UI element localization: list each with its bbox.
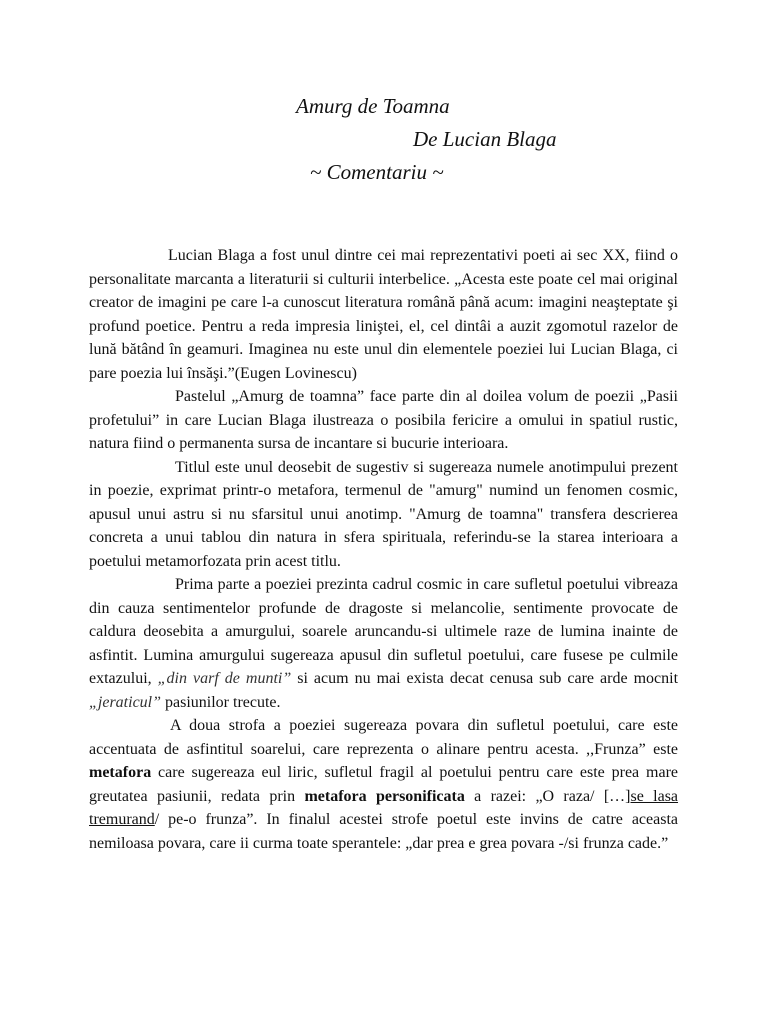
quote-italic: „jeraticul” <box>89 693 162 711</box>
bold-term: metafora personificata <box>304 787 465 805</box>
document-title: Amurg de Toamna <box>296 94 450 118</box>
paragraph-first-part <box>89 573 678 714</box>
body-text <box>89 244 678 855</box>
paragraph-intro: Lucian Blaga a fost unul dintre cei mai reprezentativi poeti ai sec XX, fiind o personalitate marcanta a literaturii si culturii interbelice. „Acesta este poate cel mai original creator de imagini pe care l-a cunoscut literatura română până acum: imagini neaşteptate şi profund poetice. Pentru a reda impresia liniştei, el, cel dintâi a auzit zgomotul razelor de lună bătând în geamuri. Imaginea nu este unul din elementele poeziei lui Lucian Blaga, ci pare poezia lui însăşi.”(Eugen Lovinescu) <box>89 247 678 382</box>
underlined-quote: se lasa tremurand <box>89 787 679 828</box>
text-run: pasiunilor trecute. <box>161 693 281 711</box>
text-run: si acum nu mai exista decat cenusa sub care arde mocnit <box>291 670 679 687</box>
quote-italic: „din varf de munti” <box>157 670 292 687</box>
paragraph-volume: Pastelul „Amurg de toamna” face parte din al doilea volum de poezii „Pasii profetului” in care Lucian Blaga ilustreaza o posibila fericire a omului in spatiul rustic, natura fiind o permanenta sursa de incantare si bucurie interioara. <box>89 388 678 452</box>
text-run: / pe-o frunza”. In finalul acestei strofe poetul este invins de catre aceasta nemiloasa povara, care ii curma toate sperantele: „dar prea e grea povara -/si frunza cade.” <box>89 811 678 852</box>
paragraph-title-analysis: Titlul este unul deosebit de sugestiv si sugereaza numele anotimpului prezent in poezie, exprimat printr-o metafora, termenul de "amurg" numind un fenomen cosmic, apusul unui astru si nu sfarsitul unui anotimp. "Amurg de toamna" transfera descrierea concreta a unui tablou din natura in sfera spirituala, referindu-se la starea interioara a poetului metamorfozata prin acest titlu. <box>89 458 678 570</box>
bold-term: metafora <box>89 764 152 781</box>
text-run: a razei: „O raza/ […] <box>464 787 631 805</box>
text-run: A doua strofa a poeziei sugereaza povara din sufletul poetului, care este accentuata de asfintitul soarelui, care reprezenta o alinare pentru acesta. ,,Frunza” este <box>89 717 678 758</box>
text-run: care sugereaza eul liric, sufletul fragil al poetului pentru care este prea mare greutatea pasiunii, redata prin <box>89 764 678 805</box>
text-run: Prima parte a poeziei prezinta cadrul cosmic in care sufletul poetului vibreaza din cauza sentimentelor profunde de dragoste si melancolie, sentimente provocate de caldura deosebita a amurgului, soarele aruncandu-si ultimele raze de lumina inainte de asfintit. Lumina amurgului sugereaza apusul din sufletul poetului, care fusese pe culmile extazului, <box>89 576 678 687</box>
paragraph-second-strophe <box>89 714 678 855</box>
document-author: De Lucian Blaga <box>413 127 557 151</box>
document-subtitle: ~ Comentariu ~ <box>310 160 444 184</box>
